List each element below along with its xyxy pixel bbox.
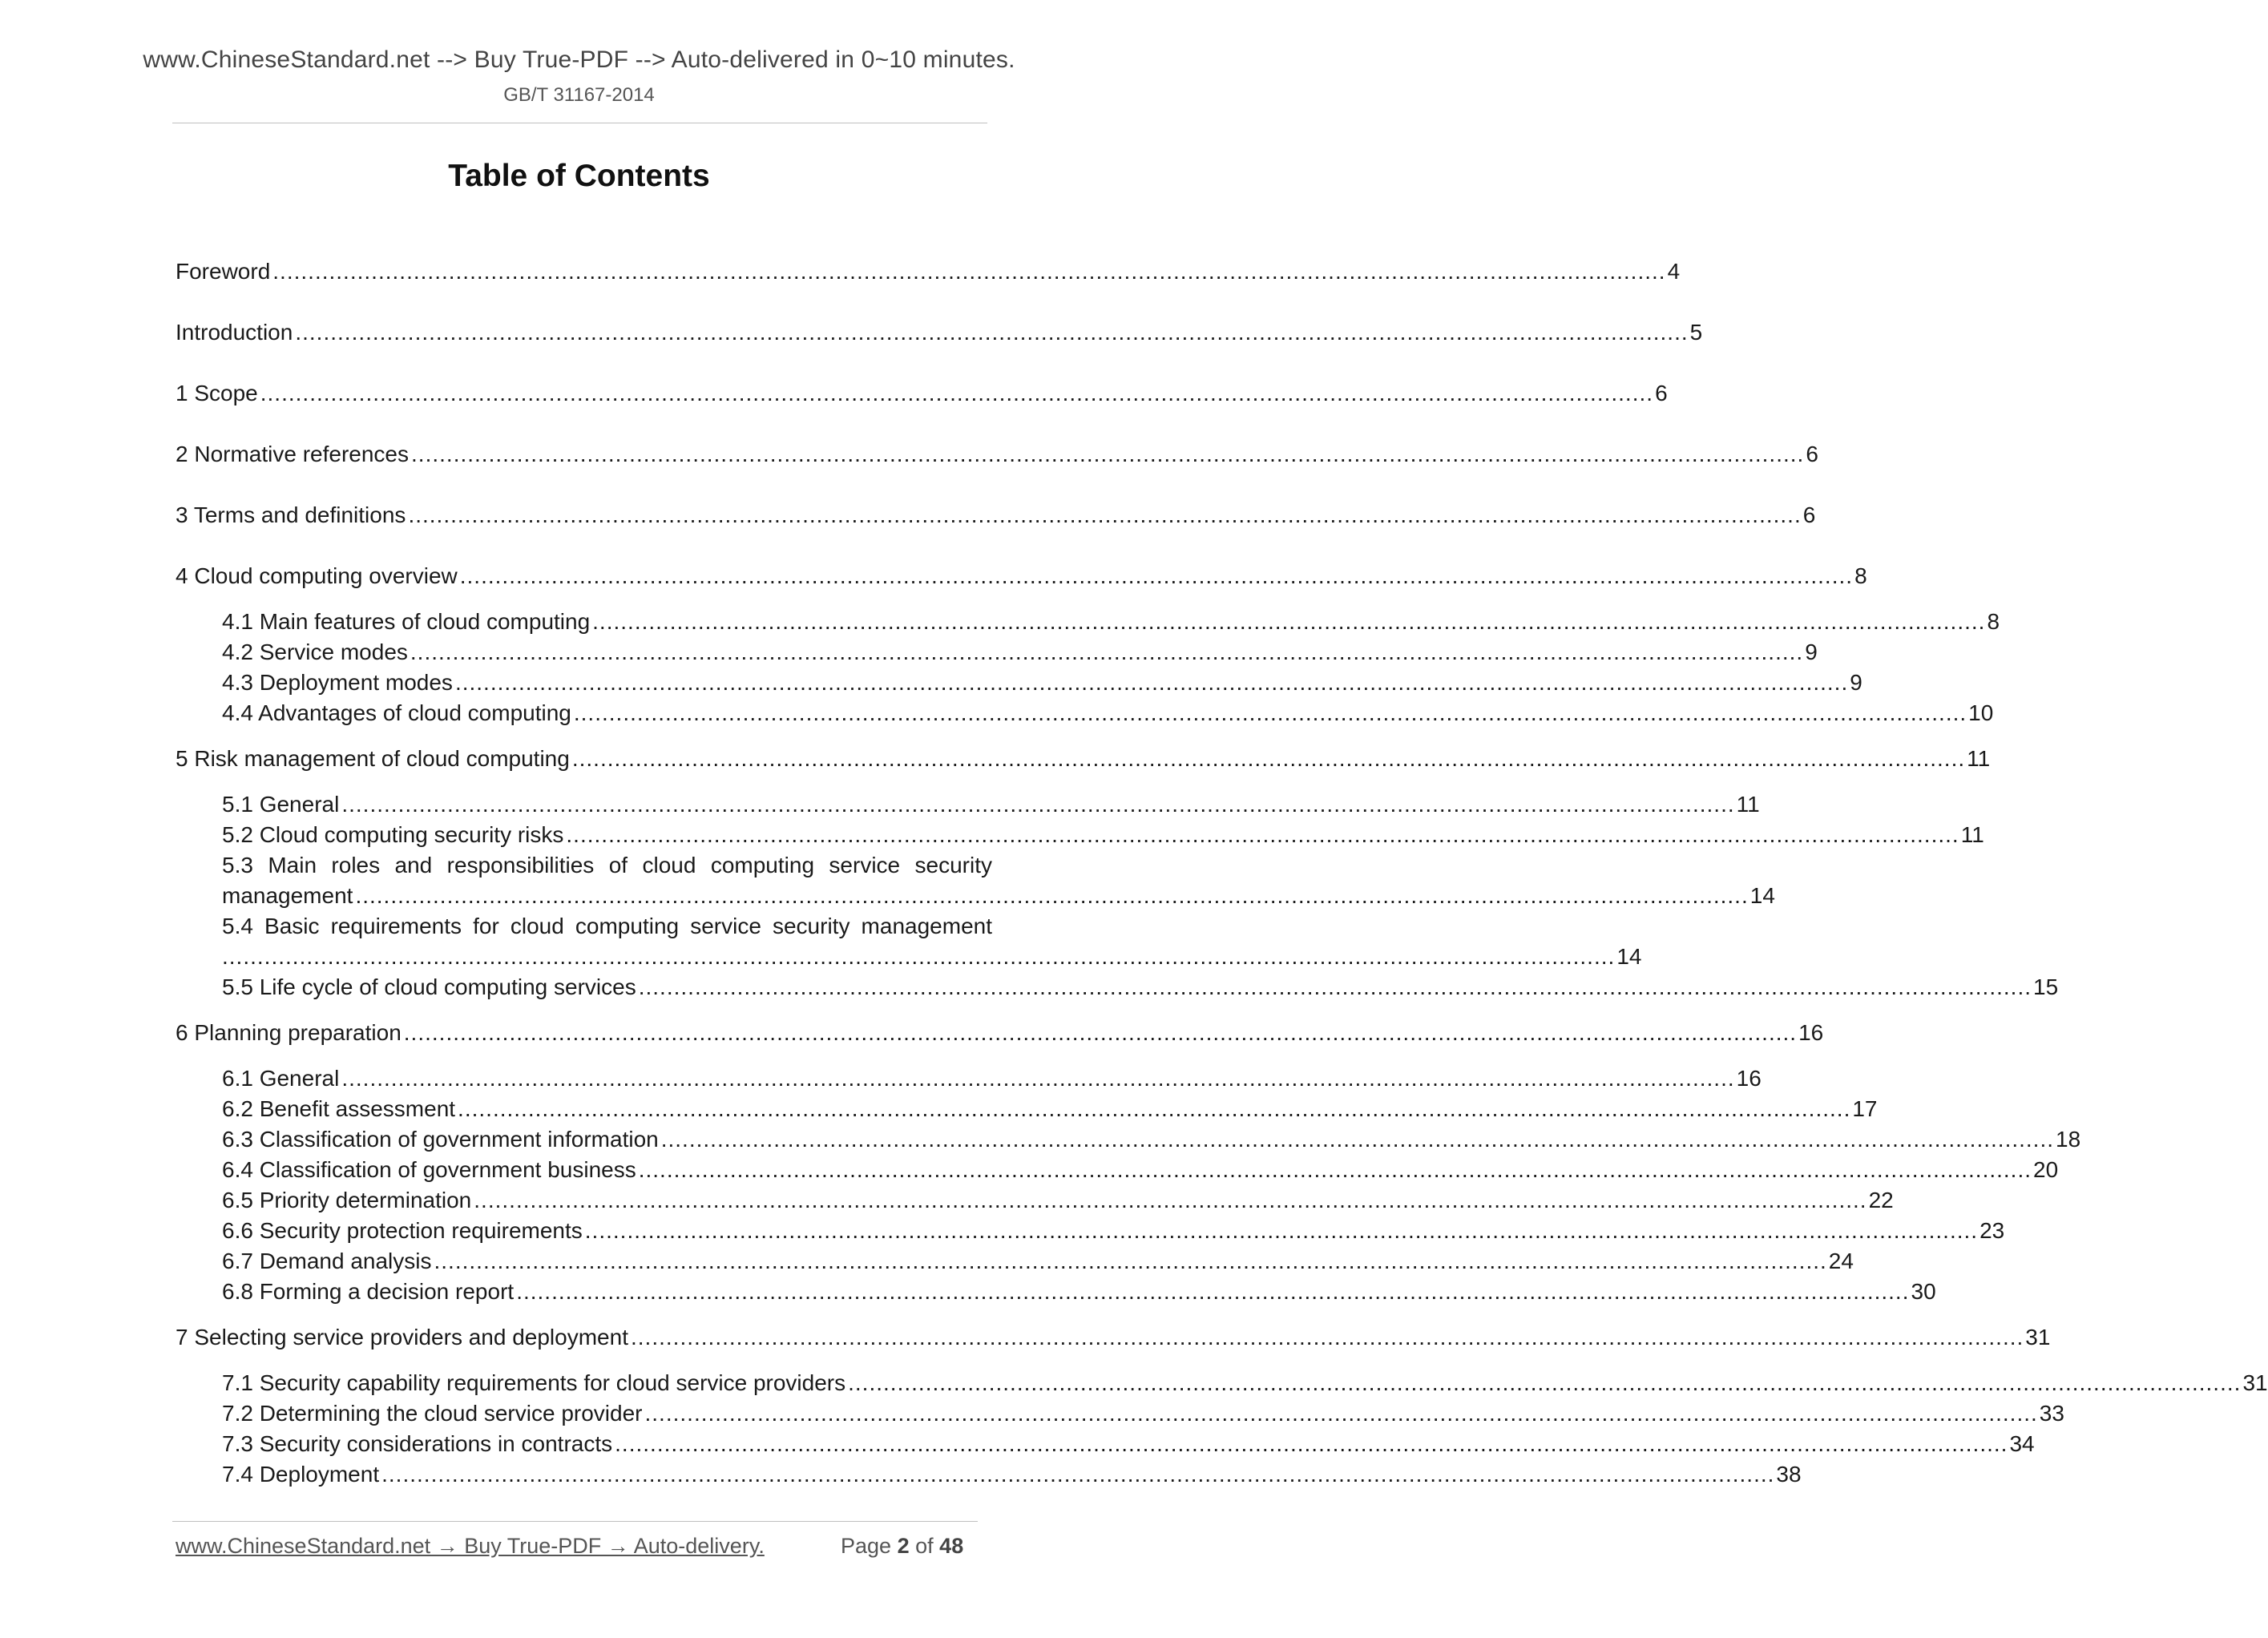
toc-dot-leader: ......................................................................................................................................................................................................: [341, 792, 1735, 817]
toc-entry-7-4[interactable]: [222, 1459, 1802, 1490]
toc-page-number: 10: [1968, 700, 1994, 725]
toc-entry-risk-management[interactable]: [176, 744, 1991, 774]
toc-entry-label: 6.5 Priority determination: [222, 1188, 472, 1212]
toc-page-number: 30: [1911, 1279, 1936, 1304]
toc-entry-4-3[interactable]: [222, 668, 1862, 698]
toc-page-number: 18: [2056, 1127, 2081, 1152]
toc-entry-6-4[interactable]: [222, 1155, 2059, 1185]
current-page-number: 2: [897, 1534, 910, 1558]
toc-page-number: 8: [1987, 609, 2000, 634]
toc-dot-leader: ......................................................................................................................................................................................................: [411, 442, 1805, 466]
toc-entry-label: 2 Normative references: [176, 442, 410, 466]
toc-page-number: 4: [1667, 259, 1681, 284]
toc-page-number: 11: [1967, 746, 1991, 771]
toc-page-number: 8: [1854, 563, 1867, 588]
toc-entry-cloud-overview[interactable]: [176, 561, 1867, 591]
toc-entry-label: 7.4 Deployment: [222, 1462, 380, 1487]
toc-entry-4-1[interactable]: [222, 607, 2000, 637]
toc-entry-label: 4.4 Advantages of cloud computing: [222, 700, 571, 725]
toc-page-number: 11: [1960, 822, 1984, 847]
toc-page-number: 22: [1868, 1188, 1894, 1212]
toc-entry-label: 6 Planning preparation: [176, 1020, 402, 1045]
toc-dot-leader: ......................................................................................................................................................................................................: [403, 1020, 1798, 1045]
toc-entry-label: 4 Cloud computing overview: [176, 563, 458, 588]
toc-dot-leader: ......................................................................................................................................................................................................: [584, 1218, 1979, 1243]
toc-entry-label: 4.2 Service modes: [222, 639, 408, 664]
toc-dot-leader: ......................................................................................................................................................................................................: [644, 1401, 2038, 1426]
toc-entry-label: 6.1 General: [222, 1066, 340, 1091]
toc-entry-7-3[interactable]: [222, 1429, 2035, 1459]
toc-entry-4-2[interactable]: [222, 637, 1818, 668]
toc-page-number: 20: [2033, 1157, 2059, 1182]
toc-entry-label: 4.1 Main features of cloud computing: [222, 609, 591, 634]
toc-dot-leader: ......................................................................................................................................................................................................: [660, 1127, 2055, 1152]
toc-dot-leader: ......................................................................................................................................................................................................: [474, 1188, 1867, 1212]
footer-buy-link[interactable]: www.ChineseStandard.net → Buy True-PDF → Auto-delivery.: [176, 1534, 765, 1558]
toc-page-number: 24: [1828, 1249, 1854, 1273]
toc-entry-label: 4.3 Deployment modes: [222, 670, 453, 695]
toc-entry-6-1[interactable]: [222, 1063, 1762, 1094]
toc-dot-leader: ......................................................................................................................................................................................................: [260, 381, 1654, 405]
toc-dot-leader: ......................................................................................................................................................................................................: [222, 944, 1616, 969]
toc-dot-leader: ......................................................................................................................................................................................................: [573, 700, 1967, 725]
toc-dot-leader: ......................................................................................................................................................................................................: [408, 502, 1802, 527]
toc-entry-7-1[interactable]: [222, 1368, 2268, 1398]
toc-entry-label: Foreword: [176, 259, 271, 284]
toc-entry-label: 5.5 Life cycle of cloud computing services: [222, 974, 636, 999]
toc-page-number: 5: [1689, 320, 1703, 345]
toc-dot-leader: ......................................................................................................................................................................................................: [566, 822, 1959, 847]
toc-entry-6-7[interactable]: [222, 1246, 1854, 1277]
toc-entry-label: 1 Scope: [176, 381, 258, 405]
toc-page-number: 34: [2009, 1431, 2035, 1456]
toc-entry-label: management: [222, 883, 353, 908]
toc-dot-leader: ......................................................................................................................................................................................................: [638, 1157, 2032, 1182]
toc-dot-leader: ......................................................................................................................................................................................................: [355, 883, 1749, 908]
toc-entry-terms-definitions[interactable]: [176, 500, 1816, 531]
toc-entry-label: 3 Terms and definitions: [176, 502, 406, 527]
toc-entry-selecting-providers[interactable]: [176, 1322, 2051, 1353]
toc-entry-label: 6.7 Demand analysis: [222, 1249, 432, 1273]
header-url-line: www.ChineseStandard.net --> Buy True-PDF --> Auto-delivered in 0~10 minutes.: [143, 46, 1015, 73]
toc-entry-label: 5.2 Cloud computing security risks: [222, 822, 564, 847]
footer-divider: [172, 1521, 978, 1522]
toc-page-number: 6: [1802, 502, 1816, 527]
toc-page-number: 15: [2033, 974, 2059, 999]
toc-dot-leader: ......................................................................................................................................................................................................: [410, 639, 1804, 664]
toc-entry-5-3[interactable]: [222, 881, 1775, 911]
toc-page-number: 31: [2025, 1325, 2051, 1350]
toc-entry-label: 6.8 Forming a decision report: [222, 1279, 515, 1304]
toc-entry-foreword[interactable]: [176, 256, 1681, 287]
toc-entry-6-3[interactable]: [222, 1124, 2081, 1155]
toc-entry-6-2[interactable]: [222, 1094, 1878, 1124]
toc-dot-leader: ......................................................................................................................................................................................................: [381, 1462, 1775, 1487]
toc-page-number: 17: [1852, 1096, 1878, 1121]
toc-dot-leader: ......................................................................................................................................................................................................: [295, 320, 1689, 345]
standard-number: GB/T 31167-2014: [503, 84, 655, 106]
page-of-label: of: [915, 1534, 934, 1558]
toc-entry-label: 5.1 General: [222, 792, 340, 817]
page-indicator: [841, 1534, 963, 1559]
toc-entry-4-4[interactable]: [222, 698, 1994, 728]
toc-dot-leader: ......................................................................................................................................................................................................: [630, 1325, 2024, 1350]
toc-entry-planning-preparation[interactable]: [176, 1018, 1824, 1048]
toc-page-number: 16: [1736, 1066, 1762, 1091]
toc-entry-5-4-line1[interactable]: 5.4 Basic requirements for cloud computing service security management: [222, 914, 992, 938]
toc-page-number: 16: [1798, 1020, 1824, 1045]
toc-entry-label: 6.2 Benefit assessment: [222, 1096, 456, 1121]
toc-entry-label: 5 Risk management of cloud computing: [176, 746, 570, 771]
toc-entry-label: 6.4 Classification of government business: [222, 1157, 636, 1182]
toc-dot-leader: ......................................................................................................................................................................................................: [516, 1279, 1910, 1304]
toc-dot-leader: ......................................................................................................................................................................................................: [458, 1096, 1851, 1121]
total-pages: 48: [939, 1534, 964, 1558]
toc-entry-label: 7.3 Security considerations in contracts: [222, 1431, 613, 1456]
toc-entry-5-3-line1[interactable]: 5.3 Main roles and responsibilities of cloud computing service security: [222, 853, 992, 878]
toc-entry-6-6[interactable]: [222, 1216, 2005, 1246]
toc-page-number: 6: [1806, 442, 1818, 466]
toc-dot-leader: ......................................................................................................................................................................................................: [272, 259, 1666, 284]
toc-entry-label: 6.3 Classification of government information: [222, 1127, 659, 1152]
toc-page-number: 23: [1979, 1218, 2005, 1243]
toc-dot-leader: ......................................................................................................................................................................................................: [848, 1370, 2242, 1395]
toc-dot-leader: ......................................................................................................................................................................................................: [638, 974, 2032, 999]
toc-entry-scope[interactable]: [176, 378, 1668, 409]
toc-entry-7-2[interactable]: [222, 1398, 2064, 1429]
toc-entry-label: 6.6 Security protection requirements: [222, 1218, 583, 1243]
toc-page-number: 6: [1655, 381, 1668, 405]
toc-entry-label: 7.2 Determining the cloud service provider: [222, 1401, 643, 1426]
toc-entry-6-5[interactable]: [222, 1185, 1894, 1216]
toc-dot-leader: ......................................................................................................................................................................................................: [592, 609, 1986, 634]
page-title: Table of Contents: [448, 159, 710, 193]
toc-entry-5-4[interactable]: [222, 942, 1642, 972]
toc-entry-5-2[interactable]: [222, 820, 1984, 850]
toc-dot-leader: ......................................................................................................................................................................................................: [571, 746, 1966, 771]
toc-page-number: 11: [1736, 792, 1760, 817]
toc-entry-label: 7.1 Security capability requirements for cloud service providers: [222, 1370, 846, 1395]
toc-entry-label: 7 Selecting service providers and deployment: [176, 1325, 628, 1350]
toc-page-number: 33: [2039, 1401, 2064, 1426]
toc-entry-label: Introduction: [176, 320, 293, 345]
toc-entry-6-8[interactable]: [222, 1277, 1936, 1307]
toc-page-number: 9: [1850, 670, 1862, 695]
toc-entry-introduction[interactable]: [176, 317, 1703, 348]
page-prefix: Page: [841, 1534, 892, 1558]
toc-page-number: 14: [1616, 944, 1642, 969]
toc-entry-normative-references[interactable]: [176, 439, 1818, 470]
toc-dot-leader: ......................................................................................................................................................................................................: [615, 1431, 2008, 1456]
toc-page-number: 14: [1749, 883, 1775, 908]
toc-dot-leader: ......................................................................................................................................................................................................: [459, 563, 1854, 588]
toc-dot-leader: ......................................................................................................................................................................................................: [454, 670, 1849, 695]
toc-dot-leader: ......................................................................................................................................................................................................: [341, 1066, 1735, 1091]
toc-entry-5-5[interactable]: [222, 972, 2059, 1003]
toc-dot-leader: ......................................................................................................................................................................................................: [434, 1249, 1827, 1273]
toc-page-number: 9: [1805, 639, 1818, 664]
toc-page-number: 38: [1776, 1462, 1802, 1487]
toc-page-number: 31: [2242, 1370, 2268, 1395]
toc-entry-5-1[interactable]: [222, 789, 1760, 820]
